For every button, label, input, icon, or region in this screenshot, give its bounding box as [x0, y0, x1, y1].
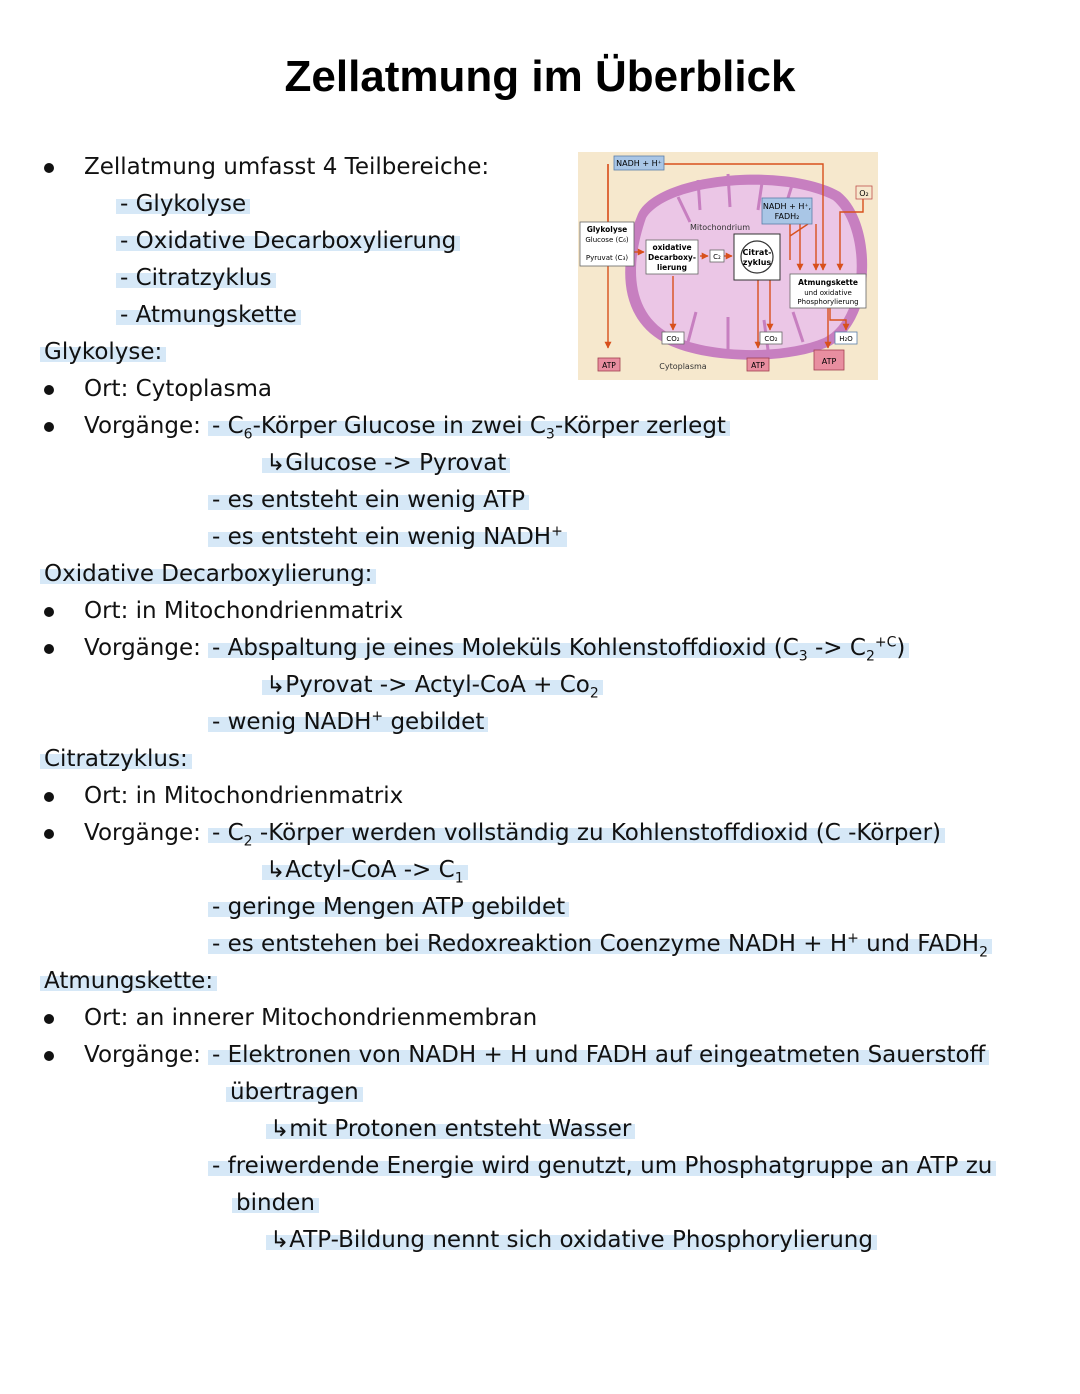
intro-item: - Glykolyse [116, 191, 250, 217]
citrat-line-3 [208, 930, 992, 961]
atmung-arrow-2: ↳ATP-Bildung nennt sich oxidative Phosphorylierung [266, 1227, 877, 1253]
superscript: + [847, 930, 859, 947]
citrat-line-1 [208, 820, 945, 850]
page-title: Zellatmung im Überblick [284, 52, 796, 101]
citrat-ort: Ort: in Mitochondrienmatrix [84, 783, 404, 809]
subscript: 6 [243, 426, 253, 443]
text-part: -> C [807, 635, 866, 661]
bullet [44, 644, 54, 654]
text-part: - Abspaltung je eines Moleküls Kohlenstoffdioxid (C [212, 635, 799, 661]
intro-text: Zellatmung umfasst 4 Teilbereiche: [84, 154, 490, 180]
section-heading-citrat: Citratzyklus: [40, 746, 192, 772]
bullet [44, 1014, 54, 1024]
vorgaenge-label: Vorgänge: [84, 635, 201, 661]
glykolyse-line-2: - es entsteht ein wenig ATP [208, 487, 529, 513]
superscript: + [551, 523, 563, 540]
citrat-line-2: - geringe Mengen ATP gebildet [208, 894, 569, 920]
subscript: 1 [454, 870, 464, 887]
diagram-label-glucose: Glucose (C₆) [585, 236, 629, 244]
text-part: -Körper zerlegt [554, 413, 726, 439]
atmung-line-2: - freiwerdende Energie wird genutzt, um Phosphatgruppe an ATP zu [208, 1153, 996, 1179]
oxdec-arrow-1 [262, 672, 603, 702]
bullet [44, 792, 54, 802]
subscript: 2 [979, 944, 989, 961]
bullet [44, 829, 54, 839]
subscript: 2 [243, 833, 253, 850]
text-part: und FADH [858, 931, 980, 957]
diagram-label-c2: C₂ [713, 253, 721, 261]
text-part: - wenig NADH [212, 709, 372, 735]
diagram-label-pyruvat: Pyruvat (C₃) [585, 254, 629, 262]
section-heading-glykolyse: Glykolyse: [40, 339, 166, 365]
diagram-label-nadh-fadh-2: FADH₂ [774, 212, 800, 221]
cellular-respiration-diagram [578, 152, 878, 380]
diagram-label-mitochondrium: Mitochondrium [689, 223, 751, 232]
superscript: + [371, 708, 384, 725]
diagram-label-atmungskette: Atmungskette [798, 278, 858, 287]
diagram-label-o2: O₂ [859, 189, 869, 198]
oxdec-line-2 [208, 709, 488, 735]
oxdec-line-1 [208, 634, 909, 665]
atmung-arrow-1: ↳mit Protonen entsteht Wasser [266, 1116, 635, 1142]
section-heading-oxdec: Oxidative Decarboxylierung: [40, 561, 376, 587]
oxdec-ort: Ort: in Mitochondrienmatrix [84, 598, 404, 624]
atmung-ort: Ort: an innerer Mitochondrienmembran [84, 1005, 538, 1031]
atmung-line-2-cont: binden [232, 1190, 319, 1216]
subscript: 2 [589, 685, 599, 702]
diagram-label-nadh-fadh-1: NADH + H⁺, [762, 202, 812, 211]
diagram-label-citrat-2: zyklus [742, 258, 772, 267]
text-part: gebildet [383, 709, 485, 735]
text-part: -Körper werden vollständig zu Kohlenstoffdioxid (C -Körper) [252, 820, 942, 846]
subscript: 2 [865, 648, 875, 665]
diagram-label-co2-1: CO₂ [666, 335, 680, 343]
section-heading-atmung: Atmungskette: [40, 968, 217, 994]
diagram-label-nadh-top: NADH + H⁺ [616, 159, 662, 168]
intro-item: - Oxidative Decarboxylierung [116, 228, 460, 254]
vorgaenge-label: Vorgänge: [84, 413, 201, 439]
glykolyse-line-1 [208, 413, 730, 443]
intro-item: - Atmungskette [116, 302, 301, 328]
diagram-label-citrat-1: Citrat- [742, 248, 772, 257]
diagram-label-phosphorylierung: Phosphorylierung [797, 298, 859, 306]
diagram-label-oxdec-2: Decarboxy- [648, 253, 696, 262]
citrat-arrow-1 [262, 857, 468, 887]
atmung-line-1: - Elektronen von NADH + H und FADH auf eingeatmeten Sauerstoff [208, 1042, 989, 1068]
diagram-label-atp-2: ATP [751, 361, 765, 370]
atmung-line-1-cont: übertragen [226, 1079, 363, 1105]
diagram-label-atp-1: ATP [602, 361, 616, 370]
glykolyse-line-3 [208, 524, 567, 550]
bullet [44, 163, 54, 173]
diagram-label-oxdec-1: oxidative [652, 243, 692, 252]
text-part: ↳Actyl-CoA -> C [266, 857, 455, 883]
subscript: 3 [798, 648, 808, 665]
subscript: 3 [545, 426, 555, 443]
diagram-label-glykolyse: Glykolyse [586, 225, 628, 234]
text-part: -Körper Glucose in zwei C [252, 413, 546, 439]
text-part: ) [896, 635, 906, 661]
text-part: - C [212, 820, 244, 846]
text-part: - es entsteht ein wenig NADH [212, 524, 552, 550]
glykolyse-ort: Ort: Cytoplasma [84, 376, 272, 402]
diagram-label-cytoplasma: Cytoplasma [659, 362, 707, 371]
text-part: ↳Pyrovat -> Actyl-CoA + Co [266, 672, 590, 698]
bullet [44, 1051, 54, 1061]
diagram-label-co2-2: CO₂ [764, 335, 778, 343]
text-part: - C [212, 413, 244, 439]
diagram-label-oxdec-3: lierung [657, 263, 687, 272]
text-part: - es entstehen bei Redoxreaktion Coenzyme NADH + H [212, 931, 848, 957]
vorgaenge-label: Vorgänge: [84, 820, 201, 846]
diagram-label-oxidative: und oxidative [804, 289, 852, 297]
diagram-label-atp-3: ATP [821, 357, 837, 366]
superscript: +C [874, 634, 897, 651]
bullet [44, 385, 54, 395]
intro-item: - Citratzyklus [116, 265, 276, 291]
bullet [44, 607, 54, 617]
diagram-label-h2o: H₂O [839, 335, 853, 343]
vorgaenge-label: Vorgänge: [84, 1042, 201, 1068]
glykolyse-arrow-1: ↳Glucose -> Pyrovat [262, 450, 510, 476]
bullet [44, 422, 54, 432]
